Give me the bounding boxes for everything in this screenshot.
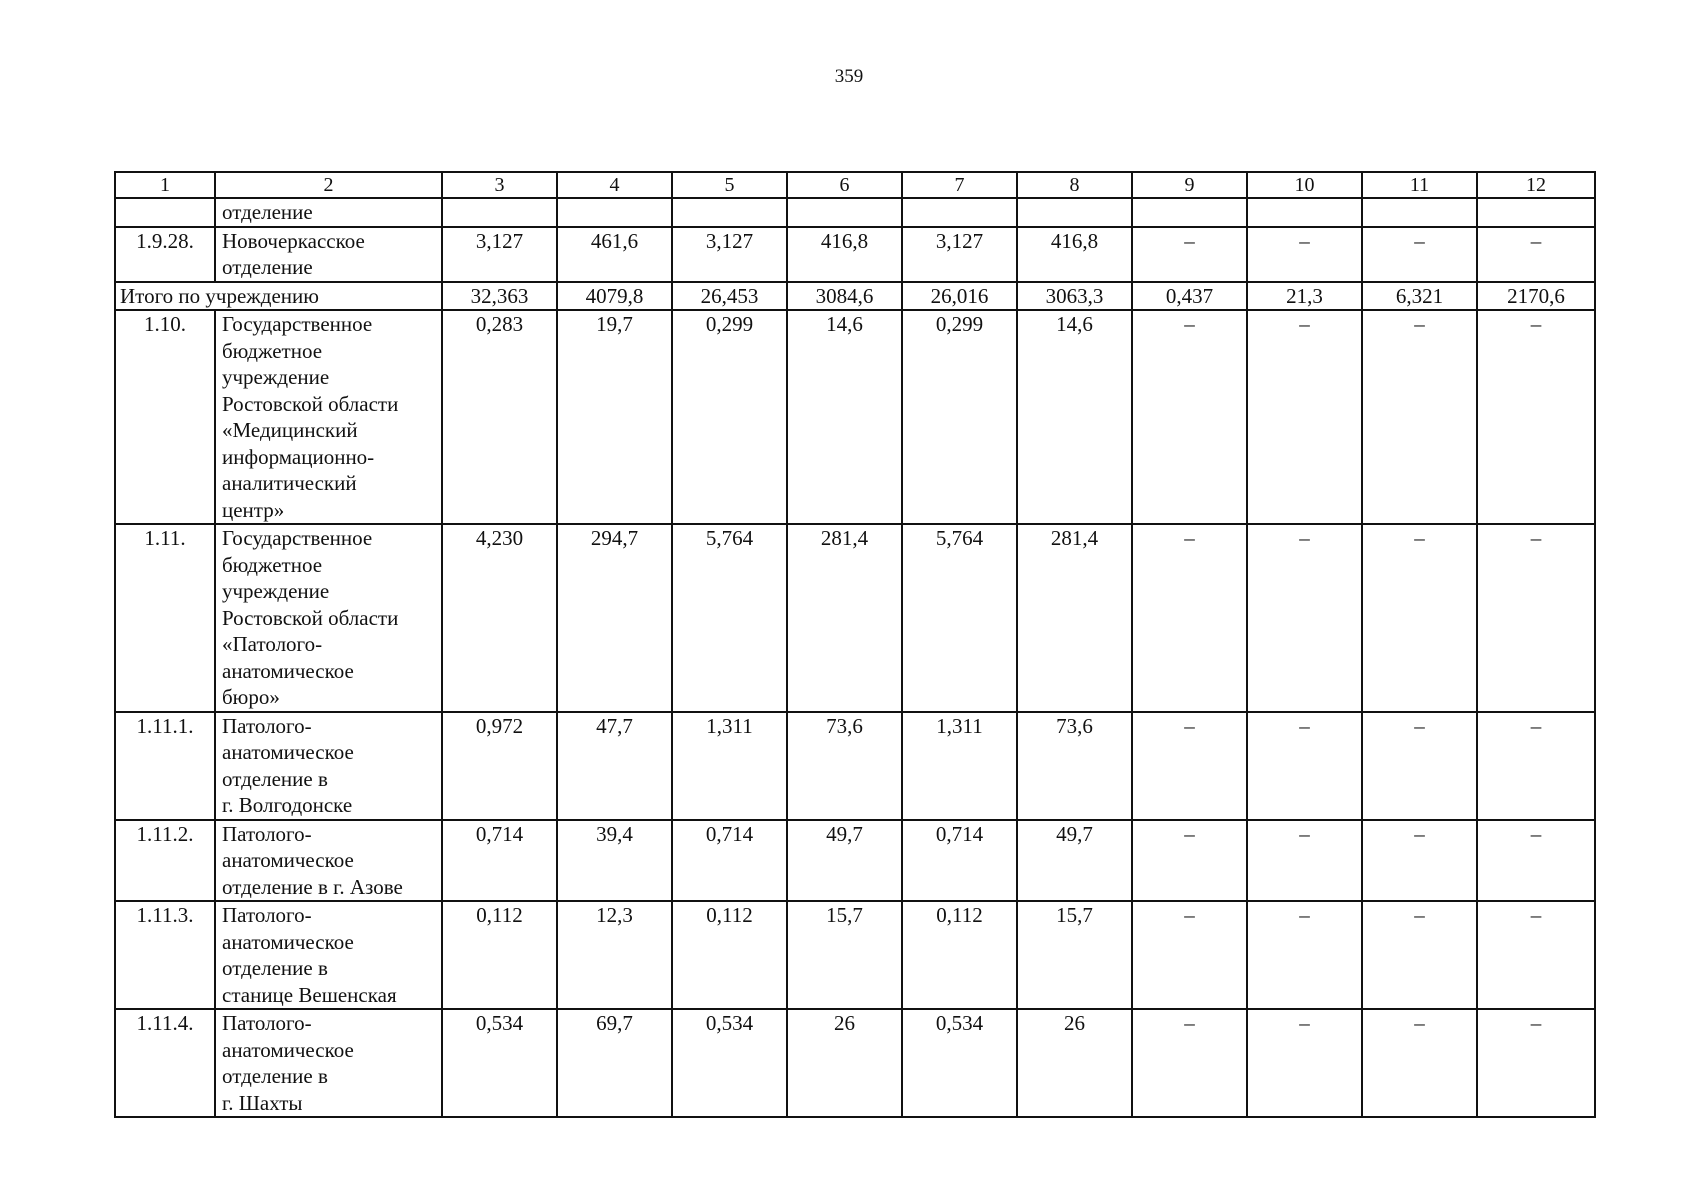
row-name: Патолого- анатомическое отделение в г. Шахты bbox=[215, 1009, 442, 1117]
row-number bbox=[115, 198, 215, 227]
value-cell: 4079,8 bbox=[557, 282, 672, 311]
value-cell: 0,299 bbox=[902, 310, 1017, 524]
total-row bbox=[115, 282, 1595, 311]
value-cell: – bbox=[1477, 712, 1595, 820]
value-cell bbox=[557, 198, 672, 227]
value-cell: 5,764 bbox=[672, 524, 787, 712]
value-cell: – bbox=[1362, 310, 1477, 524]
value-cell: 49,7 bbox=[1017, 820, 1132, 902]
table-row bbox=[115, 198, 1595, 227]
value-cell: – bbox=[1362, 227, 1477, 282]
value-cell: 26 bbox=[787, 1009, 902, 1117]
value-cell bbox=[1247, 198, 1362, 227]
value-cell: – bbox=[1477, 901, 1595, 1009]
value-cell: – bbox=[1132, 820, 1247, 902]
value-cell: 1,311 bbox=[672, 712, 787, 820]
value-cell: 69,7 bbox=[557, 1009, 672, 1117]
table-row bbox=[115, 820, 1595, 902]
value-cell: 281,4 bbox=[787, 524, 902, 712]
value-cell: 294,7 bbox=[557, 524, 672, 712]
value-cell bbox=[1477, 198, 1595, 227]
value-cell: 19,7 bbox=[557, 310, 672, 524]
value-cell bbox=[1362, 198, 1477, 227]
value-cell: 15,7 bbox=[1017, 901, 1132, 1009]
value-cell: 1,311 bbox=[902, 712, 1017, 820]
value-cell: 4,230 bbox=[442, 524, 557, 712]
value-cell: 3084,6 bbox=[787, 282, 902, 311]
value-cell: 0,112 bbox=[442, 901, 557, 1009]
value-cell: 26 bbox=[1017, 1009, 1132, 1117]
value-cell bbox=[1017, 198, 1132, 227]
header-cell: 4 bbox=[557, 172, 672, 198]
row-number: 1.11.1. bbox=[115, 712, 215, 820]
row-number: 1.9.28. bbox=[115, 227, 215, 282]
value-cell: 73,6 bbox=[787, 712, 902, 820]
value-cell: 3,127 bbox=[902, 227, 1017, 282]
header-cell: 5 bbox=[672, 172, 787, 198]
value-cell: 461,6 bbox=[557, 227, 672, 282]
value-cell: 0,534 bbox=[672, 1009, 787, 1117]
table-body bbox=[115, 198, 1595, 1117]
value-cell: – bbox=[1247, 227, 1362, 282]
value-cell: – bbox=[1362, 820, 1477, 902]
value-cell: 0,714 bbox=[672, 820, 787, 902]
value-cell: – bbox=[1477, 227, 1595, 282]
value-cell: 49,7 bbox=[787, 820, 902, 902]
row-name: Патолого- анатомическое отделение в г. Волгодонске bbox=[215, 712, 442, 820]
header-cell: 11 bbox=[1362, 172, 1477, 198]
value-cell: – bbox=[1247, 901, 1362, 1009]
value-cell bbox=[902, 198, 1017, 227]
header-cell: 8 bbox=[1017, 172, 1132, 198]
value-cell: 3,127 bbox=[672, 227, 787, 282]
row-name: Новочеркасское отделение bbox=[215, 227, 442, 282]
value-cell: 6,321 bbox=[1362, 282, 1477, 311]
value-cell: 0,112 bbox=[672, 901, 787, 1009]
value-cell: 281,4 bbox=[1017, 524, 1132, 712]
value-cell bbox=[672, 198, 787, 227]
value-cell: – bbox=[1362, 901, 1477, 1009]
value-cell: – bbox=[1132, 901, 1247, 1009]
value-cell: – bbox=[1247, 712, 1362, 820]
header-cell: 6 bbox=[787, 172, 902, 198]
row-number: 1.10. bbox=[115, 310, 215, 524]
value-cell: 21,3 bbox=[1247, 282, 1362, 311]
table-row bbox=[115, 1009, 1595, 1117]
value-cell: – bbox=[1362, 524, 1477, 712]
value-cell: – bbox=[1132, 524, 1247, 712]
value-cell: – bbox=[1362, 712, 1477, 820]
header-cell: 2 bbox=[215, 172, 442, 198]
header-cell: 7 bbox=[902, 172, 1017, 198]
value-cell: 39,4 bbox=[557, 820, 672, 902]
value-cell: 2170,6 bbox=[1477, 282, 1595, 311]
value-cell: – bbox=[1477, 310, 1595, 524]
value-cell: 73,6 bbox=[1017, 712, 1132, 820]
value-cell: – bbox=[1477, 820, 1595, 902]
value-cell: 15,7 bbox=[787, 901, 902, 1009]
value-cell: 416,8 bbox=[1017, 227, 1132, 282]
value-cell: 0,972 bbox=[442, 712, 557, 820]
value-cell: – bbox=[1477, 1009, 1595, 1117]
header-row bbox=[115, 172, 1595, 198]
data-table bbox=[114, 171, 1596, 1118]
row-name: Патолого- анатомическое отделение в станице Вешенская bbox=[215, 901, 442, 1009]
row-name: Государственное бюджетное учреждение Ростовской области «Патолого- анатомическое бюро» bbox=[215, 524, 442, 712]
value-cell: 0,299 bbox=[672, 310, 787, 524]
value-cell: 416,8 bbox=[787, 227, 902, 282]
value-cell: – bbox=[1132, 1009, 1247, 1117]
value-cell: 3063,3 bbox=[1017, 282, 1132, 311]
value-cell bbox=[787, 198, 902, 227]
table-row bbox=[115, 227, 1595, 282]
value-cell: 14,6 bbox=[1017, 310, 1132, 524]
value-cell: 47,7 bbox=[557, 712, 672, 820]
table-row bbox=[115, 310, 1595, 524]
row-name: Патолого- анатомическое отделение в г. Азове bbox=[215, 820, 442, 902]
value-cell: – bbox=[1247, 524, 1362, 712]
row-name: Государственное бюджетное учреждение Ростовской области «Медицинский информационно- аналитический центр» bbox=[215, 310, 442, 524]
value-cell: 12,3 bbox=[557, 901, 672, 1009]
value-cell: – bbox=[1247, 820, 1362, 902]
value-cell: 0,534 bbox=[902, 1009, 1017, 1117]
value-cell bbox=[1132, 198, 1247, 227]
value-cell: – bbox=[1362, 1009, 1477, 1117]
value-cell: 0,112 bbox=[902, 901, 1017, 1009]
row-number: 1.11.3. bbox=[115, 901, 215, 1009]
value-cell: 0,534 bbox=[442, 1009, 557, 1117]
value-cell bbox=[442, 198, 557, 227]
value-cell: 3,127 bbox=[442, 227, 557, 282]
value-cell: – bbox=[1247, 1009, 1362, 1117]
table-row bbox=[115, 901, 1595, 1009]
value-cell: – bbox=[1247, 310, 1362, 524]
value-cell: 5,764 bbox=[902, 524, 1017, 712]
value-cell: – bbox=[1132, 227, 1247, 282]
header-cell: 9 bbox=[1132, 172, 1247, 198]
value-cell: 32,363 bbox=[442, 282, 557, 311]
value-cell: 14,6 bbox=[787, 310, 902, 524]
value-cell: 0,714 bbox=[442, 820, 557, 902]
value-cell: – bbox=[1477, 524, 1595, 712]
header-cell: 10 bbox=[1247, 172, 1362, 198]
value-cell: 0,283 bbox=[442, 310, 557, 524]
value-cell: 0,714 bbox=[902, 820, 1017, 902]
header-cell: 1 bbox=[115, 172, 215, 198]
header-cell: 12 bbox=[1477, 172, 1595, 198]
page-number: 359 bbox=[834, 66, 864, 87]
value-cell: 0,437 bbox=[1132, 282, 1247, 311]
row-number: 1.11.4. bbox=[115, 1009, 215, 1117]
table-row bbox=[115, 712, 1595, 820]
table-header bbox=[115, 172, 1595, 198]
total-label: Итого по учреждению bbox=[115, 282, 442, 311]
row-number: 1.11.2. bbox=[115, 820, 215, 902]
table-row bbox=[115, 524, 1595, 712]
row-number: 1.11. bbox=[115, 524, 215, 712]
row-name: отделение bbox=[215, 198, 442, 227]
value-cell: – bbox=[1132, 310, 1247, 524]
value-cell: 26,453 bbox=[672, 282, 787, 311]
header-cell: 3 bbox=[442, 172, 557, 198]
value-cell: – bbox=[1132, 712, 1247, 820]
value-cell: 26,016 bbox=[902, 282, 1017, 311]
